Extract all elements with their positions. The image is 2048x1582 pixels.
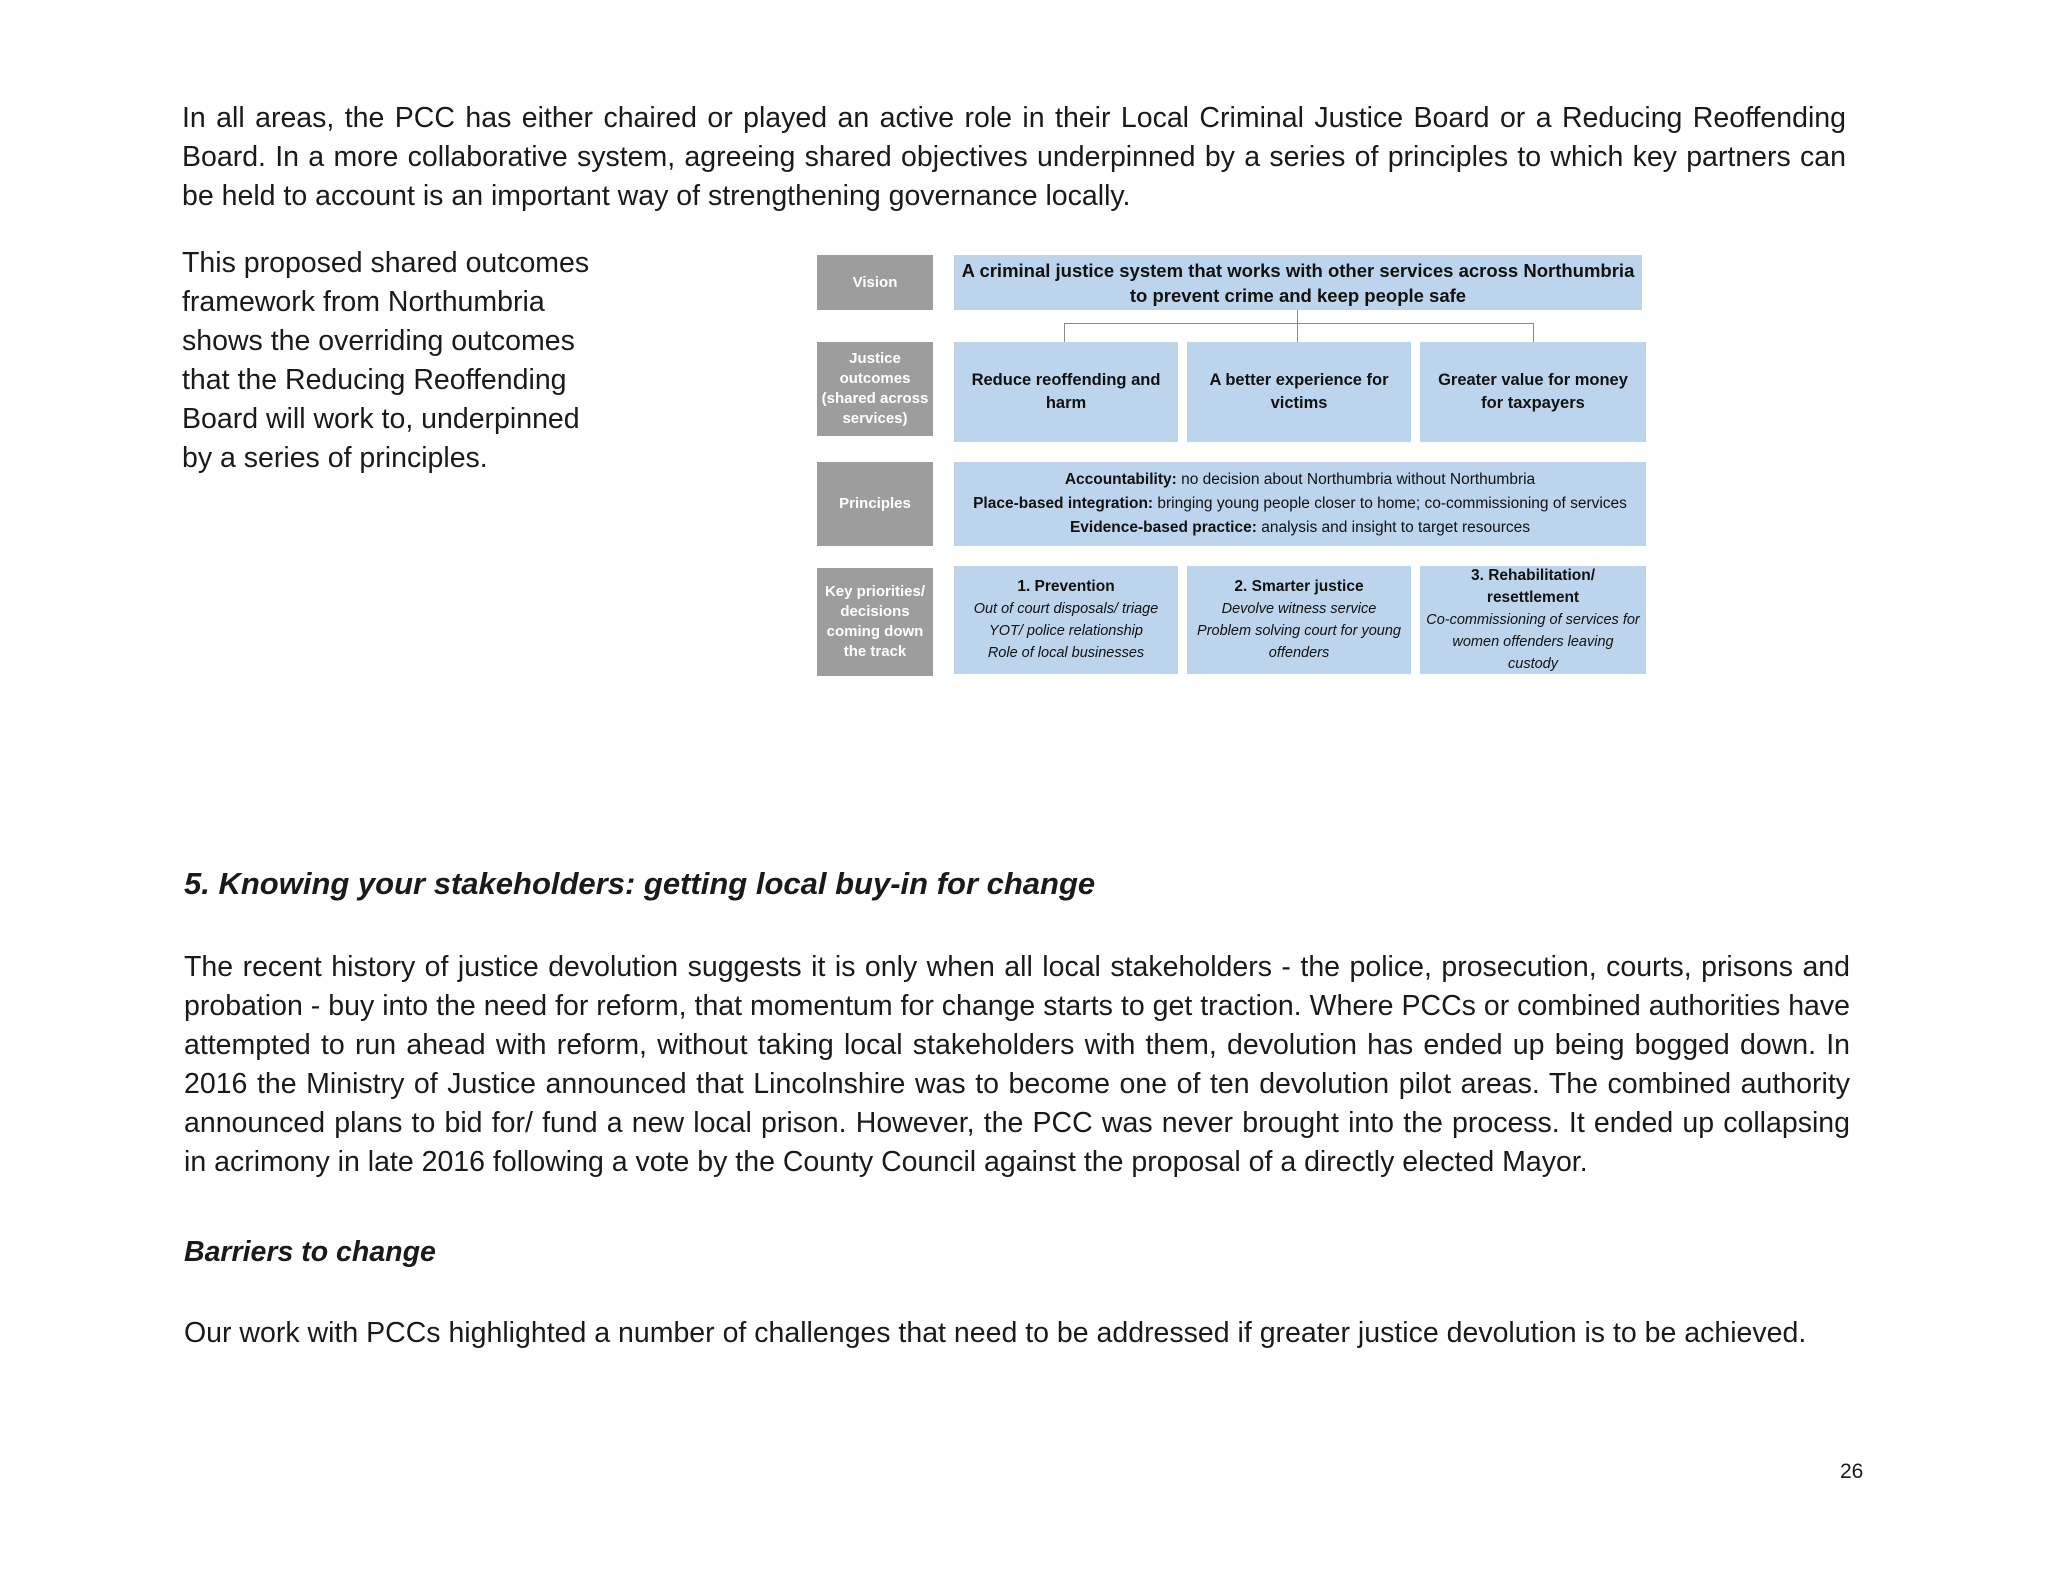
priority-item: YOT/ police relationship bbox=[989, 623, 1143, 639]
section-heading: 5. Knowing your stakeholders: getting local buy-in for change bbox=[184, 866, 1096, 901]
principle-label: Accountability: bbox=[1064, 471, 1177, 488]
principles-box bbox=[954, 462, 1646, 546]
principle-label: Evidence-based practice: bbox=[1069, 519, 1257, 536]
principle-text: bringing young people closer to home; co-commissioning of services bbox=[1153, 495, 1627, 512]
priority-box bbox=[1187, 566, 1411, 674]
outcomes-framework-diagram bbox=[812, 250, 1652, 682]
stakeholders-paragraph: The recent history of justice devolution suggests it is only when all local stakeholders - the police, prosecution, courts, prisons and probation - buy into the need for reform, that momentum for change starts to get traction. Where PCCs or combined authorities have attempted to run ahead with reform, without taking local stakeholders with them, devolution has ended up being bogged down. In 2016 the Ministry of Justice announced that Lincolnshire was to become one of ten devolution pilot areas. The combined authority announced plans to bid for/ fund a new local prison. However, the PCC was never brought into the process. It ended up collapsing in acrimony in late 2016 following a vote by the County Council against the proposal of a directly elected Mayor. bbox=[184, 951, 1850, 1178]
priority-box bbox=[954, 566, 1178, 674]
principle-label: Place-based integration: bbox=[973, 495, 1154, 512]
outcome-box bbox=[954, 342, 1178, 442]
vision-box bbox=[954, 255, 1642, 310]
priority-item: Co-commissioning of services for women offenders leaving custody bbox=[1426, 612, 1640, 672]
priority-title: 3. Rehabilitation/ resettlement bbox=[1470, 567, 1595, 606]
principle-text: no decision about Northumbria without Northumbria bbox=[1176, 471, 1536, 488]
outcome-box bbox=[1187, 342, 1411, 442]
principle-line bbox=[1065, 468, 1535, 492]
connector-outcome-1 bbox=[1064, 323, 1065, 342]
outcome-text: A better experience for victims bbox=[1209, 371, 1389, 412]
connector-vision-stem bbox=[1297, 310, 1298, 324]
row-label-justice-outcomes: Justice outcomes (shared across services) bbox=[817, 342, 933, 436]
principle-line bbox=[1070, 516, 1530, 540]
row-label-key-priorities: Key priorities/ decisions coming down the track bbox=[817, 568, 933, 676]
priority-item: Problem solving court for young offenders bbox=[1197, 623, 1401, 661]
connector-outcome-3 bbox=[1533, 323, 1534, 342]
outcome-text: Greater value for money for taxpayers bbox=[1438, 371, 1628, 412]
priority-item: Out of court disposals/ triage bbox=[973, 601, 1159, 617]
vision-text: A criminal justice system that works with other services across Northumbria to prevent crime and keep people safe bbox=[961, 259, 1635, 306]
intro-paragraph: In all areas, the PCC has either chaired or played an active role in their Local Criminal Justice Board or a Reducing Reoffending Board. In a more collaborative system, agreeing shared objectives underpinned by a series of principles to which key partners can be held to account is an important way of strengthening governance locally. bbox=[182, 102, 1846, 212]
connector-horizontal bbox=[1064, 323, 1534, 324]
principle-line bbox=[973, 492, 1627, 516]
barriers-paragraph: Our work with PCCs highlighted a number of challenges that need to be addressed if greater justice devolution is to be achieved. bbox=[184, 1317, 1807, 1349]
priority-item: Devolve witness service bbox=[1221, 601, 1377, 617]
principle-text: analysis and insight to target resources bbox=[1256, 519, 1531, 536]
outcome-text: Reduce reoffending and harm bbox=[971, 371, 1161, 412]
priority-title: 1. Prevention bbox=[1017, 578, 1115, 595]
priority-title: 2. Smarter justice bbox=[1234, 578, 1364, 595]
priority-box bbox=[1420, 566, 1646, 674]
outcome-box bbox=[1420, 342, 1646, 442]
barriers-subheading: Barriers to change bbox=[184, 1236, 436, 1268]
priority-item: Role of local businesses bbox=[987, 645, 1145, 661]
connector-outcome-2 bbox=[1297, 323, 1298, 342]
page-number: 26 bbox=[1840, 1460, 1864, 1483]
row-label-vision: Vision bbox=[817, 255, 933, 310]
row-label-principles: Principles bbox=[817, 462, 933, 546]
framework-caption: This proposed shared outcomes framework from Northumbria shows the overriding outcomes that the Reducing Reoffending Board will work to, underpinned by a series of principles. bbox=[182, 247, 590, 474]
